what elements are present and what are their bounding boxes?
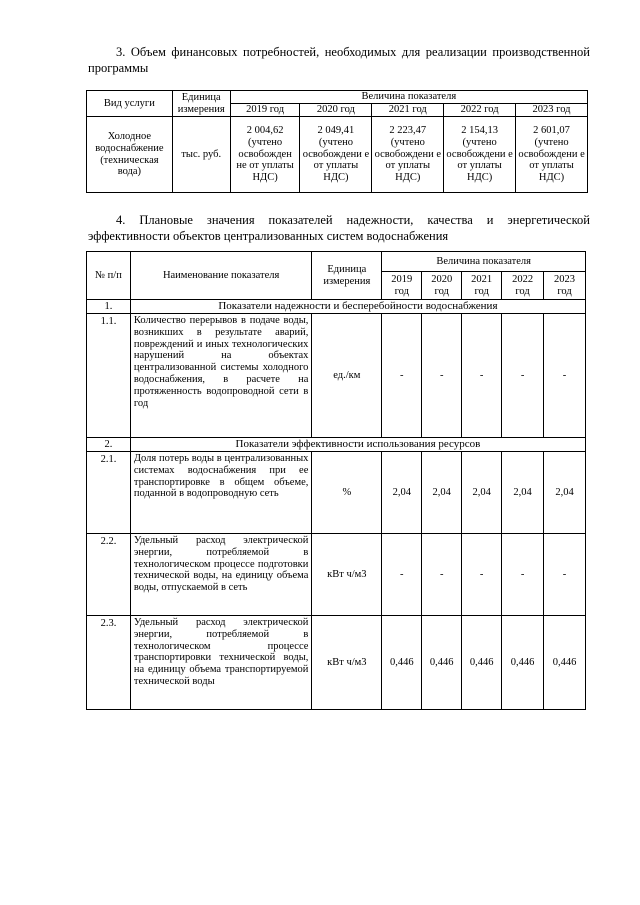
year-header: 2019 год — [230, 104, 300, 117]
service-cell: Холодное водоснабжение (техническая вода) — [87, 117, 173, 193]
year-header: 2023 год — [516, 104, 588, 117]
unit-cell: кВт ч/м3 — [312, 534, 382, 616]
row-num: 2.1. — [87, 452, 131, 534]
row-num: 1.1. — [87, 314, 131, 438]
value-cell: 0,446 — [462, 616, 502, 710]
header-num: № п/п — [87, 252, 131, 300]
header-service: Вид услуги — [87, 91, 173, 117]
value-cell: - — [502, 314, 544, 438]
value-cell: 2,04 — [544, 452, 586, 534]
header-unit: Единица измерения — [312, 252, 382, 300]
year-header: 2022 год — [444, 104, 516, 117]
row-num: 2.2. — [87, 534, 131, 616]
value-cell: - — [544, 314, 586, 438]
year-header: 2020 год — [300, 104, 372, 117]
indicator-name: Количество перерывов в подаче воды, возникших в результате аварий, повреждений и иных технологических нарушений на объектах централизованной системы холодного водоснабжения, в расчете на протяженность водопроводной сети в год — [130, 314, 312, 438]
value-cell: 0,446 — [502, 616, 544, 710]
year-header: 2020 год — [422, 272, 462, 300]
indicator-name: Удельный расход электрической энергии, потребляемой в технологическом процессе подготовки технической воды, на единицу объема воды, отпускаемой в сеть — [130, 534, 312, 616]
indicator-name: Удельный расход электрической энергии, потребляемой в технологическом процессе транспортировки технической воды, на единицу объема транспортируемой технической воды — [130, 616, 312, 710]
value-cell: 0,446 — [382, 616, 422, 710]
value-cell: - — [502, 534, 544, 616]
indicator-name: Доля потерь воды в централизованных системах водоснабжения при ее транспортировке в общем объеме, поданной в водопроводную сеть — [130, 452, 312, 534]
value-cell: 2,04 — [502, 452, 544, 534]
year-header: 2021 год — [462, 272, 502, 300]
value-cell: 2 601,07 (учтено освобождени е от уплаты НДС) — [516, 117, 588, 193]
indicators-table — [86, 251, 586, 710]
header-name: Наименование показателя — [130, 252, 312, 300]
value-cell: 2,04 — [422, 452, 462, 534]
section-title: Показатели надежности и бесперебойности водоснабжения — [130, 300, 585, 314]
unit-cell: ед./км — [312, 314, 382, 438]
unit-cell: % — [312, 452, 382, 534]
section-num: 1. — [87, 300, 131, 314]
unit-cell: тыс. руб. — [172, 117, 230, 193]
header-unit: Единица измерения — [172, 91, 230, 117]
value-cell: 2,04 — [382, 452, 422, 534]
year-header: 2019 год — [382, 272, 422, 300]
value-cell: 2 154,13 (учтено освобождени е от уплаты НДС) — [444, 117, 516, 193]
year-header: 2022 год — [502, 272, 544, 300]
value-cell: - — [462, 534, 502, 616]
value-cell: 2 004,62 (учтено освобожден не от уплаты НДС) — [230, 117, 300, 193]
year-header: 2021 год — [372, 104, 444, 117]
section-num: 2. — [87, 438, 131, 452]
value-cell: - — [422, 534, 462, 616]
financial-needs-table — [86, 90, 588, 193]
value-cell: - — [544, 534, 586, 616]
unit-cell: кВт ч/м3 — [312, 616, 382, 710]
value-cell: 2,04 — [462, 452, 502, 534]
value-cell: 2 223,47 (учтено освобождени е от уплаты НДС) — [372, 117, 444, 193]
year-header: 2023 год — [544, 272, 586, 300]
value-cell: 0,446 — [544, 616, 586, 710]
section-title: Показатели эффективности использования ресурсов — [130, 438, 585, 452]
value-cell: 2 049,41 (учтено освобождени е от уплаты НДС) — [300, 117, 372, 193]
section-4-heading: 4. Плановые значения показателей надежности, качества и энергетической эффективности объектов централизованных систем водоснабжения — [88, 213, 590, 243]
value-cell: - — [462, 314, 502, 438]
value-cell: - — [382, 534, 422, 616]
header-value: Величина показателя — [382, 252, 586, 272]
row-num: 2.3. — [87, 616, 131, 710]
value-cell: 0,446 — [422, 616, 462, 710]
header-value: Величина показателя — [230, 91, 587, 104]
value-cell: - — [422, 314, 462, 438]
value-cell: - — [382, 314, 422, 438]
section-3-heading: 3. Объем финансовых потребностей, необходимых для реализации производственной программы — [88, 45, 590, 75]
